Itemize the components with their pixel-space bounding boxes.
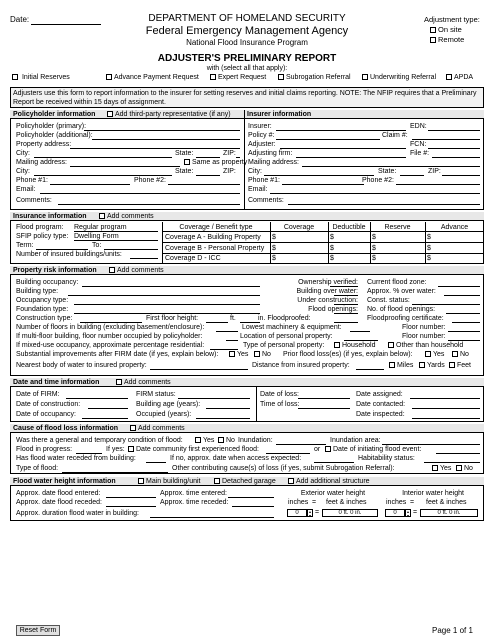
ins-zip-label: ZIP: (428, 168, 441, 175)
exterior-inches-label: inches (288, 499, 309, 506)
habitability-field[interactable] (424, 462, 480, 463)
floor-number-label-2: Floor number: (402, 333, 446, 340)
checkbox-icon[interactable] (432, 465, 438, 471)
time-loss-field[interactable] (298, 408, 350, 409)
building-age-field[interactable] (206, 408, 250, 409)
ins-insurer-field[interactable] (276, 130, 406, 131)
checkbox-icon[interactable] (389, 362, 395, 368)
cov-a-deductible[interactable]: $ (330, 234, 334, 241)
access-expected-field[interactable] (314, 462, 354, 463)
firm-status-field[interactable] (178, 398, 250, 399)
nearest-water-field[interactable] (150, 369, 248, 370)
main-building-option[interactable]: Main building/unit (138, 478, 200, 486)
checkbox-icon[interactable] (99, 213, 105, 219)
ph-phone1-label: Phone #1: (16, 177, 48, 184)
ph-state-label: State: (175, 150, 194, 157)
checkbox-icon[interactable] (210, 74, 216, 80)
checkbox-icon[interactable] (430, 27, 436, 33)
ins-edn-field[interactable] (428, 130, 480, 131)
ph-additional-field[interactable] (92, 139, 240, 140)
date-firm-field[interactable] (66, 398, 128, 399)
checkbox-icon[interactable] (116, 379, 122, 385)
checkbox-icon[interactable] (334, 342, 340, 348)
time-receded-label: Approx. time receded: (160, 499, 229, 506)
date-occupancy-label: Date of occupancy: (16, 411, 76, 418)
occupied-years-label: Occupied (years): (136, 411, 192, 418)
ins-fcn-field[interactable] (428, 148, 480, 149)
or-label: or (314, 446, 321, 453)
checkbox-icon[interactable] (288, 478, 294, 484)
report-type-expert[interactable]: Expert Request (210, 74, 266, 82)
agency-title: Federal Emergency Management Agency (145, 25, 349, 37)
in-progress-field[interactable] (76, 453, 102, 454)
ph-zip-field[interactable] (236, 157, 240, 158)
ph-city-label: City: (16, 150, 30, 157)
no-flood-openings-label: No. of flood openings: (367, 306, 436, 313)
ins-firm-label: Adjusting firm: (248, 150, 293, 157)
ph-mailing-label: Mailing address: (16, 159, 67, 166)
date-assigned-field[interactable] (410, 398, 480, 399)
building-over-water-field[interactable] (334, 295, 358, 296)
nearest-water-label: Nearest body of water to insured property: (16, 362, 147, 369)
checkbox-icon[interactable] (218, 437, 224, 443)
first-floor-label: First floor height: (146, 315, 199, 322)
current-flood-zone-field[interactable] (438, 286, 480, 287)
date-contacted-field[interactable] (412, 408, 480, 409)
prior-loss-label: Prior flood loss(es) (if yes, explain below): (283, 351, 413, 358)
buildings-label: Number of insured buildings/units: (16, 251, 122, 258)
ins-adjuster-field[interactable] (280, 148, 406, 149)
cov-a-coverage[interactable]: $ (272, 234, 276, 241)
under-construction-label: Under construction: (297, 297, 358, 304)
ins-email-label: Email: (248, 186, 268, 193)
term-to-label: To: (92, 242, 102, 249)
ph-comments-field[interactable] (58, 204, 240, 205)
ins-claim-label: Claim #: (382, 132, 408, 139)
checkbox-icon[interactable] (446, 74, 452, 80)
checkbox-icon[interactable] (452, 351, 458, 357)
time-loss-label: Time of loss: (260, 401, 300, 408)
cov-b-coverage[interactable]: $ (272, 245, 276, 252)
checkbox-icon[interactable] (214, 478, 220, 484)
ph-phone2-field[interactable] (168, 184, 240, 185)
exterior-eq: = (312, 499, 317, 506)
floor-number-field-2[interactable] (448, 340, 480, 341)
location-personal-label: Location of personal property: (240, 333, 333, 340)
interior-result: 0 ft. 0 in. (420, 509, 478, 517)
interior-eq-2: = (413, 509, 418, 516)
mixed-use-field[interactable] (210, 349, 238, 350)
floors-label: Number of floors in building (excluding basement/enclosure): (16, 324, 205, 331)
property-add-comments[interactable]: Add comments (109, 267, 164, 275)
ownership-verified-field[interactable] (330, 286, 358, 287)
flood-program-label: Flood program: (16, 224, 64, 231)
ph-email-field[interactable] (40, 193, 240, 194)
datetime-add-comments[interactable]: Add comments (116, 379, 171, 387)
sfip-label: SFIP policy type: (16, 233, 69, 240)
in-progress-label: Flood in progress: (16, 446, 73, 453)
property-title: Property risk information (13, 267, 97, 274)
receded-field[interactable] (146, 462, 166, 463)
report-type-subrogation[interactable]: Subrogation Referral (278, 74, 351, 82)
ins-comments-label: Comments: (248, 197, 284, 204)
page-number: Page 1 of 1 (432, 626, 473, 635)
distance-field[interactable] (356, 369, 384, 370)
date-entered-field[interactable] (106, 497, 156, 498)
floor-number-field[interactable] (448, 331, 480, 332)
ph-mail-city-field[interactable] (34, 175, 172, 176)
report-type-advance[interactable]: Advance Payment Request (106, 74, 199, 82)
checkbox-icon[interactable] (109, 267, 115, 273)
same-as-property[interactable]: Same as property (184, 159, 247, 167)
checkbox-icon[interactable] (278, 74, 284, 80)
ins-zip-field[interactable] (442, 175, 480, 176)
dept-title: DEPARTMENT OF HOMELAND SECURITY (148, 13, 346, 24)
feet-option[interactable]: Feet (449, 362, 471, 370)
date-loss-field[interactable] (298, 398, 350, 399)
report-type-initial[interactable]: Initial Reserves (12, 74, 70, 82)
checkbox-icon[interactable] (184, 159, 190, 165)
flood-openings-label: Flood openings: (308, 306, 358, 313)
household-option[interactable]: Household (334, 342, 375, 350)
type-flood-label: Type of flood: (16, 465, 59, 472)
foundation-type-label: Foundation type: (16, 306, 69, 313)
type-personal-label: Type of personal property: (243, 342, 325, 349)
building-occupancy-label: Building occupancy: (16, 279, 79, 286)
checkbox-icon[interactable] (362, 74, 368, 80)
ins-mailing-label: Mailing address: (248, 159, 299, 166)
ph-zip-label: ZIP: (223, 150, 236, 157)
checkbox-icon[interactable] (130, 425, 136, 431)
cov-a-advance[interactable]: $ (427, 234, 431, 241)
receded-label: Has flood water receded from building: (16, 455, 136, 462)
date-inspected-field[interactable] (412, 418, 480, 419)
ph-mail-state-label: State: (175, 168, 194, 175)
interior-height-label: Interior water height (402, 490, 464, 497)
col-coverage: Coverage (283, 224, 315, 231)
checkbox-icon[interactable] (456, 465, 462, 471)
construction-type-label: Construction type: (16, 315, 73, 322)
checkbox-icon[interactable] (430, 37, 436, 43)
other-causes-no[interactable]: No (456, 465, 473, 473)
cause-add-comments[interactable]: Add comments (130, 425, 185, 433)
inundation-area-field[interactable] (382, 444, 480, 445)
checkbox-icon[interactable] (388, 342, 394, 348)
type-flood-field[interactable] (62, 472, 168, 473)
date-occupancy-field[interactable] (82, 418, 128, 419)
ph-mail-state-field[interactable] (196, 175, 220, 176)
cov-d-advance[interactable]: $ (427, 255, 431, 262)
general-yes[interactable]: Yes (195, 437, 214, 445)
intro-text: Adjusters use this form to report information to the insurer for setting reserves and initial claims reporting. NOTE: The NFIP requires that a Preliminary Report be received within 15 days of assignment. (13, 90, 477, 106)
mixed-use-label: If mixed-use occupancy, approximate percentage residential: (16, 342, 205, 349)
occupied-years-field[interactable] (196, 418, 250, 419)
general-condition-label: Was there a general and temporary condition of flood: (16, 437, 183, 444)
ins-file-field[interactable] (432, 157, 480, 158)
sfip-value[interactable]: Dwelling Form (74, 233, 119, 240)
interior-inches-input[interactable]: 0 (385, 509, 405, 517)
ft-unit: ft. (230, 315, 236, 322)
time-receded-field[interactable] (232, 506, 274, 507)
const-status-label: Const. status: (367, 297, 410, 304)
ownership-verified-label: Ownership verified: (298, 279, 358, 286)
col-deductible: Deductible (332, 224, 366, 231)
pct-over-water-field[interactable] (444, 295, 480, 296)
coverage-table-rule (162, 242, 484, 243)
date-contacted-label: Date contacted: (356, 401, 406, 408)
other-causes-label: Other contributing cause(s) of loss (if yes, submit Subrogation Referral): (172, 465, 395, 472)
checkbox-icon[interactable] (325, 446, 331, 452)
adjustment-type-label: Adjustment type: (424, 15, 480, 24)
select-note: with (select all that apply): (206, 65, 288, 72)
exterior-result: 0 ft. 0 in. (322, 509, 378, 517)
ins-state-label: State: (378, 168, 397, 175)
yards-option[interactable]: Yards (419, 362, 445, 370)
add-structure-option[interactable]: Add additional structure (288, 478, 370, 486)
cov-d-deductible[interactable]: $ (330, 255, 334, 262)
ins-email-field[interactable] (270, 193, 480, 194)
height-title: Flood water height information (13, 478, 116, 485)
date-label: Date: (10, 15, 30, 24)
program-title: National Flood Insurance Program (186, 38, 308, 47)
spinner-icon[interactable]: ▴ ▾ (308, 509, 311, 518)
ph-mail-city-label: City: (16, 168, 30, 175)
ph-primary-label: Policyholder (primary): (16, 123, 87, 130)
exterior-inches-input[interactable]: 0 (287, 509, 307, 517)
cov-b-reserve[interactable]: $ (372, 245, 376, 252)
cov-a-reserve[interactable]: $ (372, 234, 376, 241)
term-label: Term: (16, 242, 34, 249)
first-floor-inches-field[interactable] (240, 322, 260, 323)
onsite-option[interactable]: On site (430, 26, 462, 34)
ins-city-label: City: (248, 168, 262, 175)
construction-type-field[interactable] (80, 322, 142, 323)
building-age-label: Building age (years): (136, 401, 201, 408)
cov-b-advance[interactable]: $ (427, 245, 431, 252)
general-no[interactable]: No (218, 437, 235, 445)
duration-label: Approx. duration flood water in building: (16, 510, 139, 517)
date-inspected-label: Date inspected: (356, 411, 405, 418)
ph-phone2-label: Phone #2: (134, 177, 166, 184)
term-from-field[interactable] (36, 249, 88, 250)
date-receded-field[interactable] (106, 506, 156, 507)
pct-over-water-label: Approx. % over water: (367, 288, 436, 295)
interior-feet-inches-label: feet & inches (426, 499, 467, 506)
ins-state-field[interactable] (400, 175, 424, 176)
other-causes-yes[interactable]: Yes (432, 465, 451, 473)
cov-d-coverage[interactable]: $ (272, 255, 276, 262)
report-type-apda[interactable]: APDA (446, 74, 473, 82)
ins-phone2-field[interactable] (396, 184, 480, 185)
building-occupancy-field[interactable] (82, 286, 260, 287)
ins-file-label: File #: (410, 150, 430, 157)
floors-field[interactable] (216, 331, 238, 332)
ph-state-field[interactable] (196, 157, 220, 158)
checkbox-icon[interactable] (419, 362, 425, 368)
reset-form-button[interactable]: Reset Form (16, 625, 60, 636)
exterior-height-label: Exterior water height (300, 490, 366, 497)
foundation-type-field[interactable] (74, 313, 260, 314)
col-coverage-type: Coverage / Benefit type (179, 224, 253, 231)
checkbox-icon[interactable] (107, 111, 113, 117)
other-household-option[interactable]: Other than household (388, 342, 463, 350)
current-flood-zone-label: Current flood zone: (367, 279, 427, 286)
firm-status-label: FIRM status: (136, 391, 176, 398)
ph-address-field[interactable] (70, 148, 240, 149)
flood-program-value[interactable]: Regular program (74, 224, 127, 231)
ph-additional-label: Policyholder (additional): (16, 132, 93, 139)
building-type-field[interactable] (68, 295, 260, 296)
miles-option[interactable]: Miles (389, 362, 413, 370)
multi-floor-field[interactable] (226, 340, 238, 341)
date-construction-field[interactable] (88, 408, 128, 409)
building-over-water-label: Building over water: (296, 288, 358, 295)
occupancy-type-field[interactable] (74, 304, 260, 305)
col-reserve: Reserve (384, 224, 411, 231)
insurance-title: Insurance information (13, 213, 87, 220)
initiating-option[interactable]: Date of initiating flood event: (325, 446, 421, 454)
substantial-yes[interactable]: Yes (229, 351, 248, 359)
prior-loss-no[interactable]: No (452, 351, 469, 359)
ph-primary-field[interactable] (84, 130, 240, 131)
cov-b-deductible[interactable]: $ (330, 245, 334, 252)
exterior-feet-inches-label: feet & inches (326, 499, 367, 506)
if-yes-label: If yes: (106, 446, 125, 453)
remote-option[interactable]: Remote (430, 36, 464, 44)
floodproofed-label: in. Floodproofed: (258, 315, 311, 322)
floodproofing-cert-label: Floodproofing certificate: (367, 315, 444, 322)
community-first-option[interactable]: Date community first experienced flood: (128, 446, 259, 454)
datetime-title: Date and time information (13, 379, 100, 386)
inundation-area-label: Inundation area: (330, 437, 381, 444)
inundation-field[interactable] (276, 444, 326, 445)
ph-mail-zip-label: ZIP: (223, 168, 236, 175)
ph-city-field[interactable] (34, 157, 172, 158)
flood-openings-field[interactable] (334, 313, 358, 314)
first-floor-field[interactable] (206, 322, 228, 323)
flood-program-line (74, 231, 158, 232)
ins-policy-label: Policy #: (248, 132, 275, 139)
checkbox-icon[interactable] (449, 362, 455, 368)
insurance-add-comments[interactable]: Add comments (99, 213, 154, 221)
duration-field[interactable] (150, 517, 274, 518)
under-construction-field[interactable] (334, 304, 358, 305)
page-title: ADJUSTER'S PRELIMINARY REPORT (157, 53, 337, 64)
spinner-icon[interactable]: ▴ ▾ (406, 509, 409, 518)
prior-loss-yes[interactable]: Yes (425, 351, 444, 359)
buildings-field[interactable] (130, 258, 158, 259)
ph-address-label: Property address: (16, 141, 72, 148)
col-advance: Advance (440, 224, 469, 231)
interior-eq: = (410, 499, 415, 506)
ins-adjuster-label: Adjuster: (248, 141, 276, 148)
ins-policy-field[interactable] (276, 139, 380, 140)
floodproofed-field[interactable] (334, 322, 358, 323)
inundation-label: Inundation: (238, 437, 273, 444)
add-representative[interactable]: Add third-party representative (if any) (107, 111, 231, 119)
date-entered-label: Approx. date flood entered: (16, 490, 101, 497)
ins-city-field[interactable] (264, 175, 374, 176)
const-status-field[interactable] (412, 304, 480, 305)
date-firm-label: Date of FIRM: (16, 391, 60, 398)
date-assigned-label: Date assigned: (356, 391, 403, 398)
checkbox-icon[interactable] (254, 351, 260, 357)
ins-phone1-field[interactable] (282, 184, 364, 185)
building-type-label: Building type: (16, 288, 59, 295)
habitability-label: Habitability status: (358, 455, 415, 462)
time-entered-label: Approx. time entered: (160, 490, 227, 497)
checkbox-icon[interactable] (195, 437, 201, 443)
checkbox-icon[interactable] (229, 351, 235, 357)
ins-mailing-field[interactable] (302, 166, 480, 167)
community-first-field[interactable] (266, 453, 310, 454)
checkbox-icon[interactable] (425, 351, 431, 357)
checkbox-icon[interactable] (106, 74, 112, 80)
interior-inches-label: inches (386, 499, 407, 506)
detached-garage-option[interactable]: Detached garage (214, 478, 276, 486)
ins-fcn-label: FCN: (410, 141, 427, 148)
time-entered-field[interactable] (228, 497, 274, 498)
no-flood-openings-field[interactable] (446, 313, 480, 314)
ins-phone1-label: Phone #1: (248, 177, 280, 184)
ins-comments-field[interactable] (288, 204, 480, 205)
distance-label: Distance from insured property: (252, 362, 350, 369)
date-receded-label: Approx. date flood receded: (16, 499, 103, 506)
policyholder-title: Policyholder information (13, 111, 96, 118)
ins-phone2-label: Phone #2: (362, 177, 394, 184)
checkbox-icon[interactable] (138, 478, 144, 484)
ph-mailing-field[interactable] (70, 166, 180, 167)
date-construction-label: Date of construction: (16, 401, 81, 408)
ins-claim-field[interactable] (412, 139, 480, 140)
ins-insurer-label: Insurer: (248, 123, 272, 130)
row-coverage-b: Coverage B - Personal Property (165, 245, 265, 252)
substantial-label: Substantial improvements after FIRM date (if yes, explain below): (16, 351, 219, 358)
exterior-eq-2: = (315, 509, 320, 516)
ph-phone1-field[interactable] (50, 184, 130, 185)
ins-edn-label: EDN: (410, 123, 427, 130)
lowest-machinery-label: Lowest machinery & equipment: (242, 324, 342, 331)
row-coverage-d: Coverage D - ICC (165, 255, 221, 262)
row-coverage-a: Coverage A - Building Property (165, 234, 261, 241)
cause-title: Cause of flood loss information (13, 425, 119, 432)
if-no-label: If no, approx. date when access expected: (170, 455, 302, 462)
date-loss-label: Date of loss: (260, 391, 299, 398)
occupancy-type-label: Occupancy type: (16, 297, 69, 304)
insurer-title: Insurer information (247, 111, 312, 118)
substantial-no[interactable]: No (254, 351, 271, 359)
coverage-table-rule (162, 253, 484, 254)
ins-firm-field[interactable] (296, 157, 406, 158)
checkbox-icon[interactable] (12, 74, 18, 80)
lowest-machinery-field[interactable] (350, 331, 370, 332)
cov-d-reserve[interactable]: $ (372, 255, 376, 262)
location-personal-field[interactable] (344, 340, 378, 341)
checkbox-icon[interactable] (128, 446, 134, 452)
floor-number-label: Floor number: (402, 324, 446, 331)
initiating-field[interactable] (436, 453, 480, 454)
report-type-underwriting[interactable]: Underwriting Referral (362, 74, 436, 82)
term-to-field[interactable] (104, 249, 158, 250)
ph-email-label: Email: (16, 186, 36, 193)
ph-comments-label: Comments: (16, 197, 52, 204)
multi-floor-label: If multi-floor building, floor number occupied by policyholder: (16, 333, 203, 340)
floodproofing-cert-field[interactable] (452, 322, 480, 323)
sfip-line (74, 240, 158, 241)
datetime-divider (256, 387, 257, 422)
